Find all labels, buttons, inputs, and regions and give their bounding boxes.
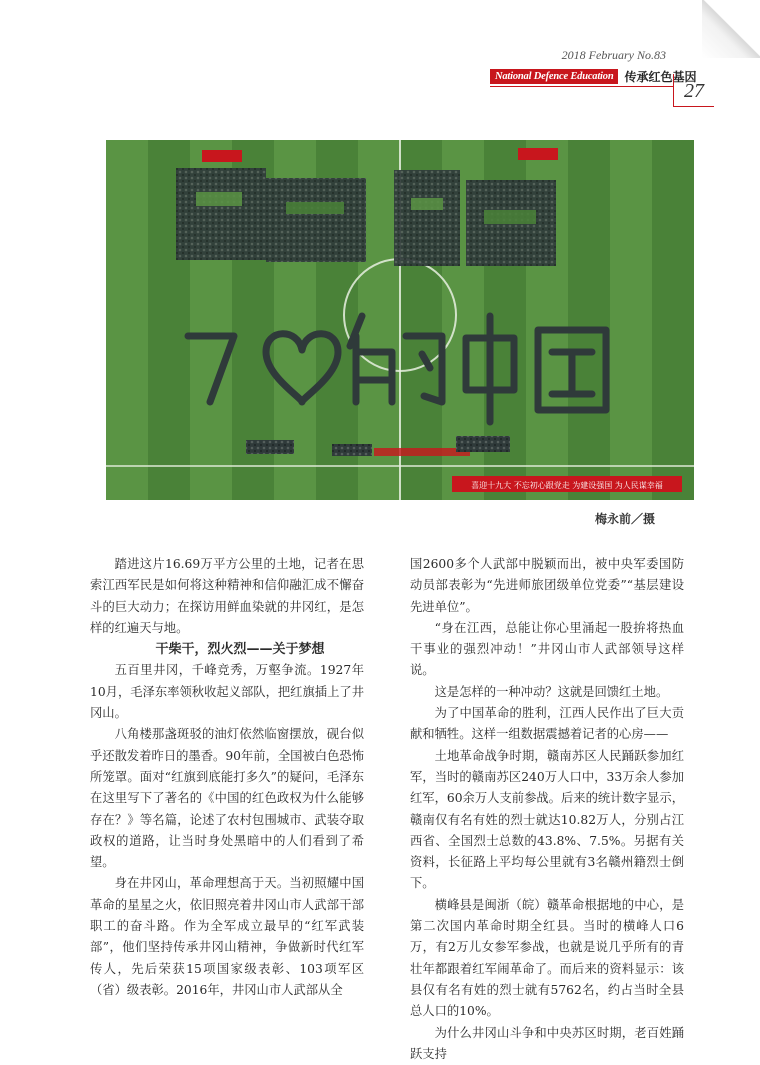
- column-title: 传承红色基因: [624, 69, 697, 84]
- body-paragraph: 身在井冈山，革命理想高于天。当初照耀中国革命的星星之火，依旧照亮着井冈山市人武部干部职工的奋斗路。作为全军成立最早的“红军武装部”，他们坚持传承井冈山精神，争做新时代红军传人，先后荣获15项国家级表彰、103项军区（省）级表彰。2016年，井冈山市人武部从全: [90, 876, 364, 997]
- body-paragraph: 这是怎样的一种冲动？这就是回馈红土地。: [434, 684, 669, 699]
- page-curl: [702, 0, 760, 58]
- header-rule: [490, 86, 673, 87]
- page-number: 27: [673, 74, 714, 107]
- continued-paragraph: 国2600多个人武部中脱颖而出，被中央军委国防动员部表彰为“先进师旅团级单位党委”“基层建设先进单位”。: [410, 557, 684, 614]
- body-paragraph: 为什么井冈山斗争和中央苏区时期，老百姓踊跃支持: [410, 1025, 684, 1061]
- body-paragraph: 横峰县是闽浙（皖）赣革命根据地的中心，是第二次国内革命时期全红县。当时的横峰人口6万，有2万儿女参军参战，也就是说几乎所有的青壮年都跟着红军闹革命了。而后来的资料显示：该县仅有名有姓的烈士就有5762名，约占当时全县总人口的10%。: [410, 897, 684, 1019]
- body-paragraph: “身在江西，总能让你心里涌起一股拚将热血干事业的强烈冲动！”井冈山市人武部领导这样说。: [410, 620, 684, 678]
- right-column: [410, 554, 684, 1065]
- photo-illustration: [106, 140, 694, 500]
- intro-paragraph: 踏进这片16.69万平方公里的土地，记者在思索江西军民是如何将这种精神和信仰融汇成不懈奋斗的巨大动力；在探访用鲜血染就的井冈红，是怎样的红遍天与地。: [90, 557, 364, 635]
- publication-name-en: National Defence Education: [490, 69, 618, 84]
- photo-credit: 梅永前／摄: [594, 512, 655, 526]
- body-paragraph: 土地革命战争时期，赣南苏区人民踊跃参加红军，当时的赣南苏区240万人口中，33万余人参加红军，60余万人支前参战。后来的统计数字显示，赣南仅有名有姓的烈士就达10.82万人，分别占江西省、全国烈士总数的43.8%、7.5%。另据有关资料，长征路上平均每公里就有3名赣州籍烈士倒下。: [410, 748, 684, 891]
- aerial-photo: [106, 140, 694, 500]
- photo-banner-text: 喜迎十九大 不忘初心跟党走 为建设强国 为人民谋幸福: [471, 481, 663, 490]
- issue-label: 2018 February No.83: [561, 48, 666, 62]
- body-paragraph: 八角楼那盏斑驳的油灯依然临窗摆放，砚台似乎还散发着昨日的墨香。90年前，全国被白色恐怖所笼罩。面对“红旗到底能打多久”的疑问，毛泽东在这里写下了著名的《中国的红色政权为什么能够存在？》等名篇，论述了农村包围城市、武装夺取政权的道路，让当时身处黑暗中的人们看到了希望。: [90, 727, 364, 870]
- running-header: [490, 67, 696, 85]
- body-paragraph: 五百里井冈，千峰竞秀，万壑争流。1927年10月，毛泽东率领秋收起义部队，把红旗插上了井冈山。: [90, 663, 364, 721]
- section-heading: 干柴干，烈火烈——关于梦想: [155, 642, 325, 658]
- body-paragraph: 为了中国革命的胜利，江西人民作出了巨大贡献和牺牲。这样一组数据震撼着记者的心房——: [410, 706, 684, 742]
- left-column: [90, 554, 364, 1001]
